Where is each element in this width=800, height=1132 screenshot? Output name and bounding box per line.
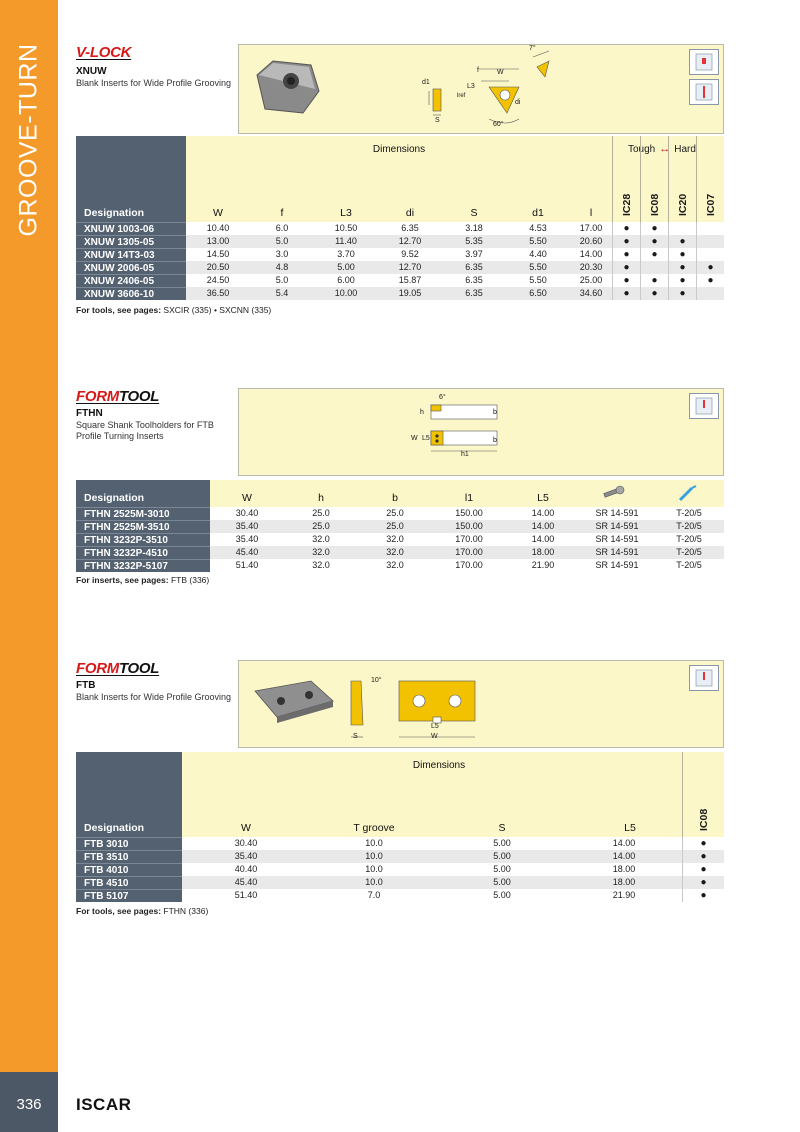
- grade-availability: [696, 248, 724, 261]
- xnuw-col-l3: L3: [340, 207, 352, 219]
- grade-availability: ●: [696, 261, 724, 274]
- grade-availability: ●: [668, 287, 696, 300]
- row-cell: 20.60: [579, 236, 603, 246]
- fthn-fig-h: h: [420, 409, 424, 416]
- row-cell: 45.40: [235, 547, 259, 557]
- row-designation: XNUW 1305-05: [76, 235, 186, 248]
- fthn-fig-w: W: [411, 435, 418, 442]
- row-cell: 20.50: [206, 262, 230, 272]
- grade-availability: [640, 261, 668, 274]
- table-row: [76, 274, 724, 287]
- ftb-table-header: [76, 752, 724, 837]
- table-row: [76, 876, 724, 889]
- xnuw-grade-ic28: IC28: [612, 136, 640, 222]
- row-designation: FTB 5107: [76, 889, 182, 902]
- ftb-table-body: [76, 837, 724, 902]
- table-row: [76, 546, 724, 559]
- xnuw-table-header: [76, 136, 724, 222]
- row-cell: 6.35: [465, 262, 483, 272]
- ftb-col-w: W: [241, 822, 251, 834]
- row-cell: 32.0: [312, 547, 330, 557]
- xnuw-header: [76, 44, 724, 136]
- fthn-table-body: [76, 507, 724, 572]
- row-cell: 5.50: [529, 262, 547, 272]
- row-cell: 170.00: [455, 547, 483, 557]
- row-cell: 18.00: [612, 877, 636, 887]
- row-cell: 4.53: [529, 223, 547, 233]
- fthn-footnote: For inserts, see pages: FTB (336): [76, 575, 210, 585]
- row-cell: 11.40: [335, 236, 357, 246]
- row-cell: 51.40: [235, 560, 259, 570]
- row-cell: 5.0: [275, 275, 289, 285]
- screw-icon: [602, 484, 626, 502]
- row-cell: 25.0: [312, 508, 330, 518]
- ftb-footnote: For tools, see pages: FTHN (336): [76, 906, 209, 916]
- row-designation: FTHN 3232P-5107: [76, 559, 210, 572]
- grade-availability: ●: [640, 287, 668, 300]
- row-cell: 10.0: [365, 838, 383, 848]
- grade-availability: ●: [682, 863, 724, 876]
- grade-availability: ●: [682, 889, 724, 902]
- row-cell: T-20/5: [676, 534, 702, 544]
- table-row: [76, 222, 724, 235]
- row-cell: 14.00: [531, 521, 555, 531]
- row-cell: 32.0: [386, 534, 404, 544]
- grade-availability: ●: [612, 235, 640, 248]
- xnuw-fig-f: f: [477, 67, 479, 74]
- grade-availability: ●: [640, 274, 668, 287]
- row-cell: 3.97: [465, 249, 483, 259]
- row-cell: 7.0: [367, 890, 381, 900]
- row-cell: 25.0: [312, 521, 330, 531]
- row-cell: 6.50: [529, 288, 547, 298]
- row-designation: FTB 3010: [76, 837, 182, 850]
- table-row: [76, 837, 724, 850]
- row-cell: 5.50: [529, 275, 547, 285]
- fthn-fig-h1: h1: [461, 451, 469, 458]
- xnuw-grade-ic07: IC07: [696, 136, 724, 222]
- grade-availability: ●: [668, 261, 696, 274]
- row-cell: 6.0: [275, 223, 289, 233]
- row-cell: 5.00: [337, 262, 355, 272]
- ftb-description: Blank Inserts for Wide Profile Grooving: [76, 692, 232, 702]
- key-icon: [676, 482, 700, 504]
- grade-availability: ●: [612, 287, 640, 300]
- fthn-fig-b2: b: [493, 437, 497, 444]
- xnuw-dimensions-label: Dimensions: [372, 144, 426, 155]
- grade-availability: [668, 222, 696, 235]
- row-cell: 32.0: [312, 560, 330, 570]
- row-cell: 4.40: [529, 249, 547, 259]
- grade-availability: ●: [640, 222, 668, 235]
- ftb-table: [76, 752, 724, 902]
- row-cell: 6.35: [465, 275, 483, 285]
- grade-availability: ●: [668, 274, 696, 287]
- row-cell: SR 14-591: [595, 534, 639, 544]
- row-cell: 150.00: [455, 508, 483, 518]
- row-designation: FTB 3510: [76, 850, 182, 863]
- fthn-code: FTHN: [76, 408, 103, 419]
- table-row: [76, 533, 724, 546]
- row-cell: 5.50: [529, 236, 547, 246]
- xnuw-footnote: For tools, see pages: SXCIR (335) • SXCNN (335): [76, 305, 272, 315]
- row-cell: SR 14-591: [595, 547, 639, 557]
- xnuw-logo: V-LOCK: [76, 44, 132, 61]
- ftb-insert-image: [251, 677, 337, 727]
- ftb-fig-angle: 10°: [371, 677, 382, 684]
- xnuw-insert-image: [251, 57, 323, 117]
- row-cell: 30.40: [235, 508, 259, 518]
- xnuw-table-body: [76, 222, 724, 300]
- ftb-fig-l5: L5: [431, 723, 439, 730]
- row-cell: SR 14-591: [595, 508, 639, 518]
- grade-availability: ●: [682, 876, 724, 889]
- row-cell: 170.00: [455, 560, 483, 570]
- grade-availability: [696, 235, 724, 248]
- row-cell: 5.00: [493, 851, 511, 861]
- grade-availability: ●: [640, 235, 668, 248]
- fthn-description: Square Shank Toolholders for FTB Profile Turning Inserts: [76, 420, 214, 441]
- row-cell: 10.0: [365, 864, 383, 874]
- row-cell: 14.00: [531, 508, 555, 518]
- fthn-logo: FORMTOOL: [76, 388, 160, 405]
- grade-availability: ●: [682, 837, 724, 850]
- fthn-table-header: [76, 480, 724, 507]
- xnuw-col-s: S: [470, 207, 478, 219]
- row-cell: 5.35: [465, 236, 483, 246]
- row-designation: XNUW 1003-06: [76, 222, 186, 235]
- row-cell: 9.52: [401, 249, 419, 259]
- row-cell: 25.0: [386, 521, 404, 531]
- row-cell: T-20/5: [676, 508, 702, 518]
- ftb-fig-w: W: [431, 733, 438, 740]
- row-cell: 36.50: [206, 288, 230, 298]
- row-cell: 12.70: [398, 262, 422, 272]
- ftb-fig-s: S: [353, 733, 358, 740]
- row-cell: T-20/5: [676, 547, 702, 557]
- xnuw-grade-ic20: IC20: [668, 136, 696, 222]
- row-cell: 5.0: [275, 236, 289, 246]
- grade-availability: ●: [612, 248, 640, 261]
- grade-availability: ●: [696, 274, 724, 287]
- table-row: [76, 261, 724, 274]
- row-cell: 15.87: [398, 275, 422, 285]
- brand-name: ISCAR: [76, 1095, 132, 1114]
- row-cell: 18.00: [531, 547, 555, 557]
- fthn-col-h: h: [318, 492, 324, 504]
- table-row: [76, 559, 724, 572]
- row-cell: 10.40: [206, 223, 230, 233]
- row-cell: 30.40: [234, 838, 258, 848]
- xnuw-description: Blank Inserts for Wide Profile Grooving: [76, 78, 232, 88]
- row-cell: 40.40: [234, 864, 258, 874]
- row-cell: 5.00: [493, 864, 511, 874]
- row-cell: 5.00: [493, 890, 511, 900]
- row-cell: 12.70: [398, 236, 422, 246]
- row-cell: 32.0: [386, 560, 404, 570]
- row-cell: 5.00: [493, 877, 511, 887]
- row-cell: 10.0: [365, 877, 383, 887]
- row-cell: 14.00: [612, 838, 636, 848]
- row-cell: 18.00: [612, 864, 636, 874]
- xnuw-fig-lref: lref: [457, 93, 466, 99]
- table-row: [76, 248, 724, 261]
- ftb-col-l5: L5: [624, 822, 636, 834]
- fthn-fig-l5: L5: [422, 435, 430, 442]
- xnuw-col-w: W: [213, 207, 223, 219]
- row-cell: 14.00: [579, 249, 603, 259]
- grade-availability: ●: [682, 850, 724, 863]
- row-cell: 32.0: [386, 547, 404, 557]
- row-cell: 150.00: [455, 521, 483, 531]
- xnuw-fig-angle-bottom: 60°: [493, 121, 504, 128]
- table-row: [76, 520, 724, 533]
- row-designation: FTHN 3232P-3510: [76, 533, 210, 546]
- table-row: [76, 507, 724, 520]
- fthn-figure-panel: [238, 388, 724, 476]
- row-cell: 3.18: [465, 223, 483, 233]
- row-cell: T-20/5: [676, 560, 702, 570]
- row-cell: 34.60: [579, 288, 603, 298]
- grade-availability: ●: [612, 222, 640, 235]
- row-cell: 20.30: [579, 262, 603, 272]
- row-designation: FTHN 3232P-4510: [76, 546, 210, 559]
- row-cell: 6.35: [465, 288, 483, 298]
- xnuw-fig-d1: d1: [422, 79, 430, 86]
- row-cell: 25.0: [386, 508, 404, 518]
- row-cell: SR 14-591: [595, 521, 639, 531]
- row-cell: 14.50: [206, 249, 230, 259]
- ftb-header: [76, 660, 724, 750]
- row-cell: 5.00: [493, 838, 511, 848]
- xnuw-tough-hard: Tough ↔ Hard: [628, 143, 696, 155]
- row-designation: XNUW 2006-05: [76, 261, 186, 274]
- row-cell: 35.40: [235, 521, 259, 531]
- grade-availability: [696, 287, 724, 300]
- row-designation: FTB 4010: [76, 863, 182, 876]
- row-cell: SR 14-591: [595, 560, 639, 570]
- table-row: [76, 889, 724, 902]
- row-cell: 21.90: [531, 560, 555, 570]
- ftb-logo: FORMTOOL: [76, 660, 160, 677]
- xnuw-figure-panel: [238, 44, 724, 134]
- table-row: [76, 235, 724, 248]
- page-number-box: [0, 1072, 58, 1132]
- xnuw-code: XNUW: [76, 66, 107, 77]
- row-cell: 24.50: [206, 275, 230, 285]
- ftb-figure-panel: [238, 660, 724, 748]
- fthn-header: [76, 388, 724, 478]
- row-cell: 4.8: [275, 262, 289, 272]
- row-cell: 6.00: [337, 275, 355, 285]
- row-cell: 19.05: [398, 288, 422, 298]
- xnuw-fig-di: di: [515, 99, 521, 106]
- row-cell: 10.00: [334, 288, 358, 298]
- row-cell: 35.40: [234, 851, 258, 861]
- row-cell: 3.70: [337, 249, 355, 259]
- row-cell: T-20/5: [676, 521, 702, 531]
- row-cell: 5.4: [275, 288, 289, 298]
- row-cell: 14.00: [531, 534, 555, 544]
- row-cell: 25.00: [579, 275, 603, 285]
- row-cell: 10.50: [334, 223, 358, 233]
- xnuw-drawing: [419, 47, 719, 131]
- ftb-code: FTB: [76, 680, 96, 691]
- row-designation: XNUW 2406-05: [76, 274, 186, 287]
- ftb-col-t-groove: T groove: [353, 822, 395, 834]
- row-cell: 10.0: [365, 851, 383, 861]
- fthn-table: [76, 480, 724, 572]
- row-designation: FTB 4510: [76, 876, 182, 889]
- fthn-fig-b: b: [493, 409, 497, 416]
- row-cell: 17.00: [579, 223, 603, 233]
- ftb-application-icon: [689, 665, 719, 691]
- fthn-col-l1: l1: [464, 492, 474, 504]
- row-designation: FTHN 2525M-3510: [76, 520, 210, 533]
- table-row: [76, 287, 724, 300]
- ftb-designation-header: Designation: [76, 752, 182, 837]
- row-cell: 35.40: [235, 534, 259, 544]
- xnuw-fig-angle-top: 7°: [529, 45, 536, 52]
- xnuw-col-di: di: [405, 207, 415, 219]
- ftb-dimensions-label: Dimensions: [412, 760, 466, 771]
- row-designation: XNUW 14T3-03: [76, 248, 186, 261]
- xnuw-col-f: f: [280, 207, 284, 219]
- row-cell: 51.40: [234, 890, 258, 900]
- xnuw-designation-header: Designation: [76, 136, 186, 222]
- xnuw-application-icon-1: [689, 49, 719, 75]
- xnuw-fig-w: W: [497, 69, 504, 76]
- ftb-grade-ic08: IC08: [682, 752, 724, 837]
- grade-availability: ●: [668, 235, 696, 248]
- fthn-designation-header: Designation: [76, 480, 210, 507]
- row-cell: 32.0: [312, 534, 330, 544]
- page-number: 336: [16, 1096, 42, 1113]
- xnuw-col-l: l: [589, 207, 593, 219]
- fthn-col-l5: L5: [537, 492, 549, 504]
- grade-availability: ●: [640, 248, 668, 261]
- side-band: [0, 0, 58, 1132]
- grade-availability: ●: [612, 261, 640, 274]
- row-cell: 6.35: [401, 223, 419, 233]
- fthn-col-w: W: [242, 492, 252, 504]
- row-designation: XNUW 3606-10: [76, 287, 186, 300]
- row-cell: 3.0: [275, 249, 289, 259]
- xnuw-fig-s: S: [435, 117, 440, 124]
- ftb-drawing: [339, 667, 479, 741]
- fthn-col-b: b: [392, 492, 398, 504]
- row-cell: 14.00: [612, 851, 636, 861]
- grade-availability: ●: [668, 248, 696, 261]
- table-row: [76, 863, 724, 876]
- xnuw-fig-l3: L3: [467, 83, 475, 90]
- ftb-col-s: S: [498, 822, 506, 834]
- section-title: GROOVE-TURN: [14, 43, 43, 237]
- row-cell: 21.90: [612, 890, 636, 900]
- row-cell: 170.00: [455, 534, 483, 544]
- xnuw-grade-ic08: IC08: [640, 136, 668, 222]
- row-designation: FTHN 2525M-3010: [76, 507, 210, 520]
- row-cell: 45.40: [234, 877, 258, 887]
- fthn-application-icon: [689, 393, 719, 419]
- grade-availability: [696, 222, 724, 235]
- xnuw-application-icon-2: [689, 79, 719, 105]
- fthn-fig-angle: 6°: [439, 394, 446, 401]
- grade-availability: ●: [612, 274, 640, 287]
- xnuw-table: [76, 136, 724, 300]
- row-cell: 13.00: [206, 236, 230, 246]
- table-row: [76, 850, 724, 863]
- fthn-drawing: [407, 395, 507, 457]
- xnuw-col-d1: d1: [532, 207, 544, 219]
